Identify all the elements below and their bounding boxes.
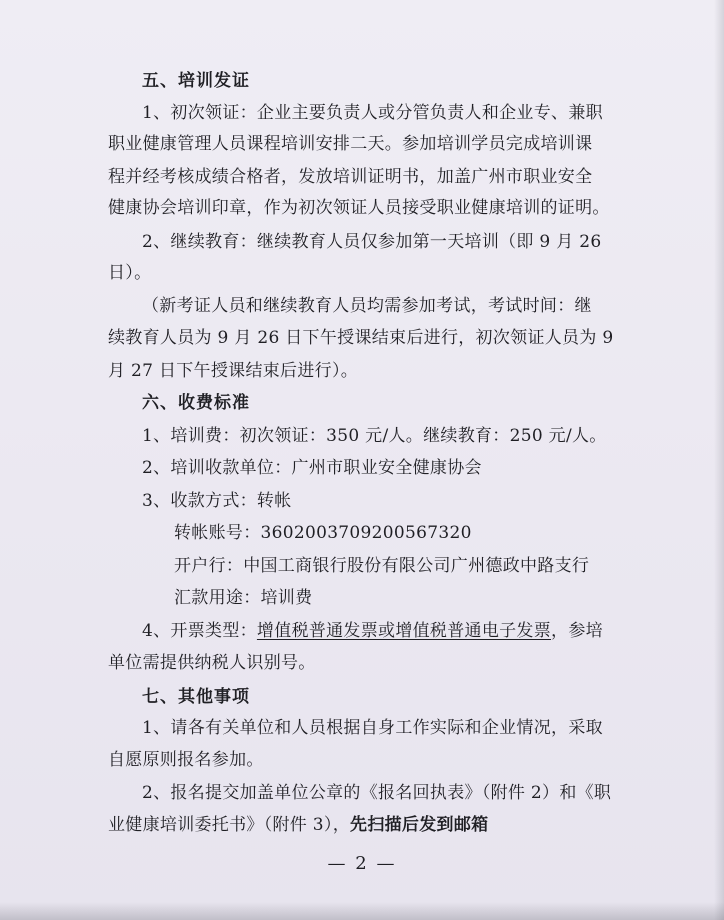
paragraph-line-mixed — [108, 814, 488, 836]
page-number: — 2 — — [327, 853, 397, 874]
paragraph-line: 2、报名提交加盖单位公章的《报名回执表》（附件 2）和《职 — [142, 783, 612, 803]
registration-text: 业健康培训委托书》（附件 3）， — [108, 815, 351, 835]
section-heading-training-certificate: 五、培训发证 — [142, 71, 250, 91]
page-bottom-edge — [0, 902, 724, 920]
invoice-type-underlined: 增值税普通发票或增值税普通电子发票 — [256, 621, 552, 641]
paragraph-line: 月 27 日下午授课结束后进行）。 — [108, 361, 359, 381]
payment-method-line: 3、收款方式：转帐 — [142, 491, 292, 511]
paragraph-line: 1、请各有关单位和人员根据自身工作实际和企业情况，采取 — [142, 718, 603, 738]
paragraph-line: 1、初次领证：企业主要负责人或分管负责人和企业专、兼职 — [142, 103, 603, 123]
account-number-line: 转帐账号：3602003709200567320 — [174, 523, 472, 543]
paragraph-line: 健康协会培训印章，作为初次领证人员接受职业健康培训的证明。 — [108, 198, 610, 218]
paragraph-line: 职业健康管理人员课程培训安排二天。参加培训学员完成培训课 — [108, 134, 593, 154]
remittance-purpose-line: 汇款用途：培训费 — [174, 588, 313, 608]
paragraph-line: 续教育人员为 9 月 26 日下午授课结束后进行，初次领证人员为 9 — [108, 328, 614, 348]
paragraph-line: 单位需提供纳税人识别号。 — [108, 653, 316, 673]
payee-line: 2、培训收款单位：广州市职业安全健康协会 — [142, 458, 482, 478]
paragraph-line: 2、继续教育：继续教育人员仅参加第一天培训（即 9 月 26 — [142, 232, 602, 252]
paragraph-line: 自愿原则报名参加。 — [108, 750, 264, 770]
scan-and-email-emphasis: 先扫描后发到邮箱 — [350, 815, 489, 835]
paragraph-line: 程并经考核成绩合格者，发放培训证明书，加盖广州市职业安全 — [108, 167, 593, 187]
bank-line: 开户行：中国工商银行股份有限公司广州德政中路支行 — [174, 556, 590, 576]
paragraph-line: （新考证人员和继续教育人员均需参加考试，考试时间：继 — [142, 296, 592, 316]
section-heading-other-matters: 七、其他事项 — [142, 687, 250, 707]
section-heading-fees: 六、收费标准 — [142, 393, 250, 413]
page-edge-shadow — [714, 0, 724, 920]
invoice-prefix: 4、开票类型： — [142, 621, 257, 641]
invoice-line — [142, 620, 603, 642]
invoice-suffix: ，参培 — [551, 621, 603, 641]
paragraph-line: 日）。 — [108, 263, 152, 283]
fee-line: 1、培训费：初次领证：350 元/人。继续教育：250 元/人。 — [142, 426, 607, 446]
